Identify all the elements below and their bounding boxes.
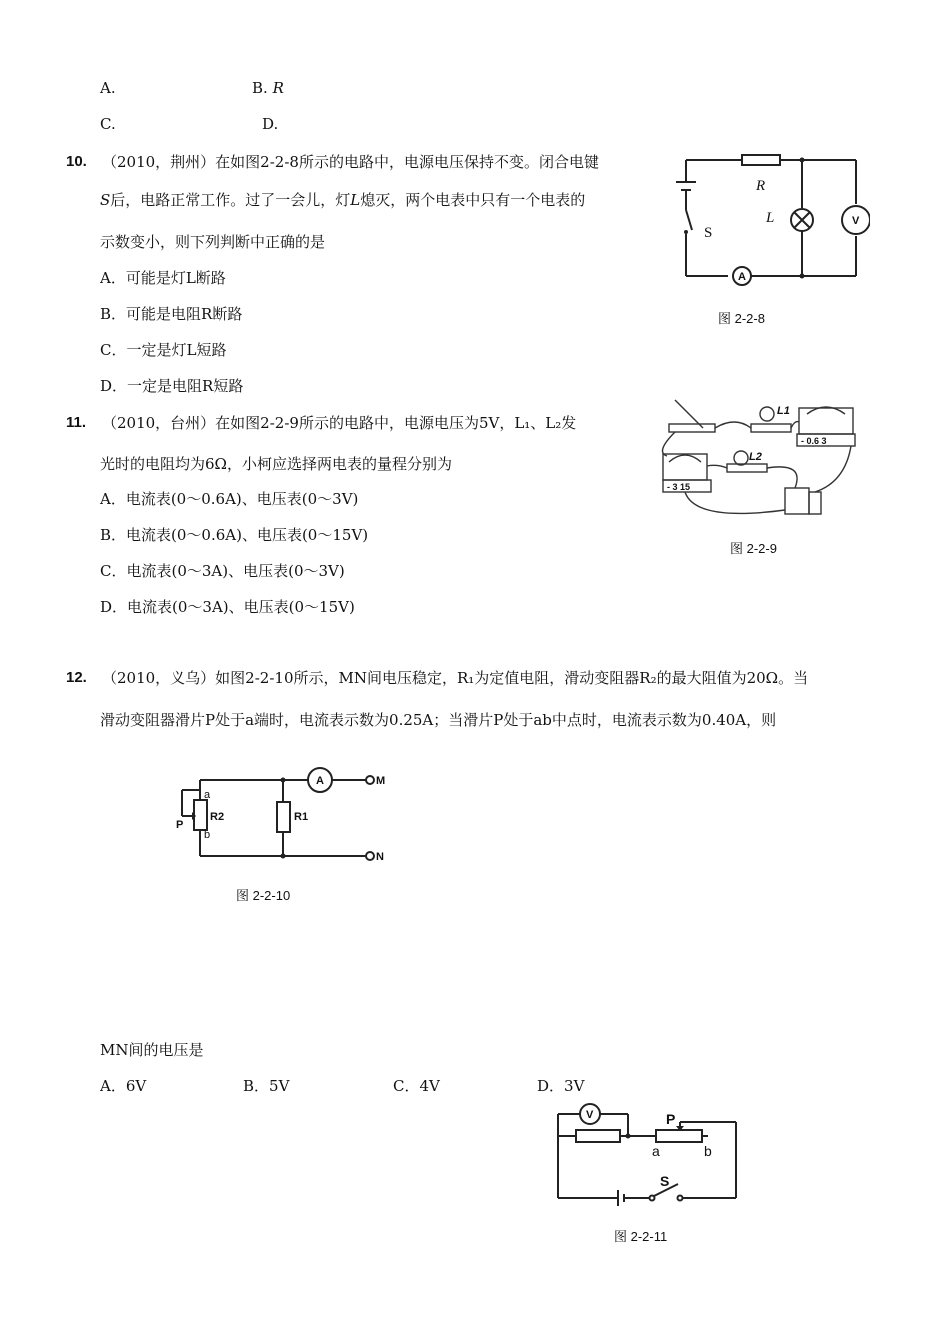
question-text: MN间的电压是 xyxy=(100,1041,204,1059)
option-b: B．可能是电阻R断路 xyxy=(100,305,243,323)
question-number: 12. xyxy=(66,669,87,686)
question-number: 11. xyxy=(66,414,87,431)
label-r: R xyxy=(756,178,766,194)
voltmeter-icon: V xyxy=(852,215,860,227)
option-a: A. xyxy=(100,79,116,97)
label-m: M xyxy=(376,775,386,787)
label-s: S xyxy=(660,1173,670,1189)
figure-caption: 图 2-2-11 xyxy=(614,1229,668,1244)
figure-caption: 图 2-2-10 xyxy=(236,888,291,903)
label-p: P xyxy=(666,1111,676,1127)
option-d: D. xyxy=(262,115,279,133)
question-number: 10. xyxy=(66,153,87,170)
figure-caption: 图 2-2-9 xyxy=(730,541,777,556)
label-a: a xyxy=(204,789,211,801)
option-a: A．6V xyxy=(100,1077,147,1095)
option-d: D．3V xyxy=(537,1077,585,1095)
circuit-diagram-2-2-10 xyxy=(170,764,400,868)
option-c: C. xyxy=(100,115,116,133)
circuit-diagram-2-2-8 xyxy=(670,150,870,290)
question-text: 示数变小，则下列判断中正确的是 xyxy=(100,233,326,251)
meter-scale: - 0.6 3 xyxy=(801,436,827,446)
label-l2: L2 xyxy=(749,451,762,463)
figure-caption: 图 2-2-8 xyxy=(718,311,765,326)
label-s: S xyxy=(704,225,713,241)
question-text xyxy=(100,190,585,210)
question-text: （2010，荆州）在如图2-2-8所示的电路中，电源电压保持不变。闭合电键 xyxy=(102,153,599,171)
text-seg: 后，电路正常工作。过了一会儿，灯 xyxy=(110,191,351,209)
label-l: L xyxy=(766,210,775,226)
option-a: A．电流表(0～0.6A)、电压表(0～3V) xyxy=(100,490,359,508)
option-d: D．电流表(0～3A)、电压表(0～15V) xyxy=(100,598,355,616)
var-s: S xyxy=(100,191,111,209)
label-r1: R1 xyxy=(294,811,309,823)
label-b: b xyxy=(704,1143,712,1159)
option-b: B．5V xyxy=(243,1077,290,1095)
option-c: C．电流表(0～3A)、电压表(0～3V) xyxy=(100,562,345,580)
option-b-var: R xyxy=(272,79,284,97)
voltmeter-icon: V xyxy=(586,1109,594,1121)
var-l: L xyxy=(350,191,361,209)
option-b-prefix: B. xyxy=(252,79,268,97)
question-text: （2010，台州）在如图2-2-9所示的电路中，电源电压为5V，L₁、L₂发 xyxy=(102,414,577,432)
option-c: C．一定是灯L短路 xyxy=(100,341,227,359)
label-a: a xyxy=(652,1143,660,1159)
label-r2: R2 xyxy=(210,811,225,823)
ammeter-icon: A xyxy=(738,271,746,283)
option-d: D．一定是电阻R短路 xyxy=(100,377,244,395)
circuit-diagram-2-2-11 xyxy=(548,1100,748,1212)
label-b: b xyxy=(204,829,211,841)
option-c: C．4V xyxy=(393,1077,440,1095)
option-b: B．电流表(0～0.6A)、电压表(0～15V) xyxy=(100,526,369,544)
question-text: 光时的电阻均为6Ω，小柯应选择两电表的量程分别为 xyxy=(100,455,452,473)
ammeter-icon: A xyxy=(316,775,324,787)
meter-scale: - 3 15 xyxy=(667,482,691,492)
label-p: P xyxy=(176,819,184,831)
question-text: （2010，义乌）如图2-2-10所示，MN间电压稳定，R₁为定值电阻，滑动变阻器R₂的最大阻值为20Ω。当 xyxy=(102,669,809,687)
text-seg: 熄灭，两个电表中只有一个电表的 xyxy=(360,191,586,209)
label-l1: L1 xyxy=(777,405,790,417)
question-text: 滑动变阻器滑片P处于a端时，电流表示数为0.25A；当滑片P处于ab中点时，电流表示数为0.40A，则 xyxy=(100,711,777,729)
option-b xyxy=(252,78,284,98)
circuit-photo-2-2-9 xyxy=(655,392,865,532)
option-a: A．可能是灯L断路 xyxy=(100,269,226,287)
label-n: N xyxy=(376,851,384,863)
